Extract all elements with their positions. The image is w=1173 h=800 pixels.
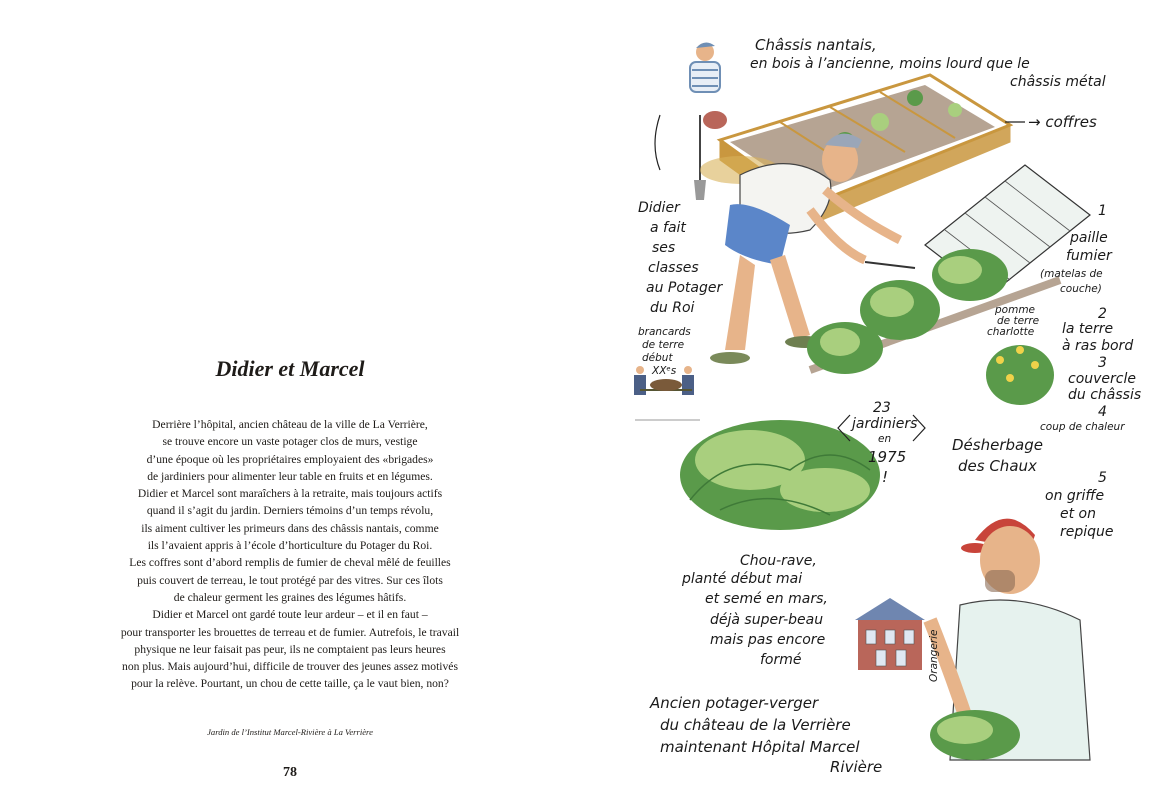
curved-arrow-mark — [655, 115, 660, 170]
garden-illustration — [630, 30, 1160, 790]
step-number: 5 — [1098, 470, 1107, 486]
chassis-note-line1: Châssis nantais, — [755, 36, 877, 54]
didier-note-line: au Potager — [646, 280, 723, 296]
jardiniers-note-line: 1975 — [868, 448, 907, 466]
orangery-drawing — [855, 598, 925, 670]
jardiniers-note-line: ! — [882, 468, 889, 486]
didier-note-line: a fait — [650, 220, 686, 236]
step-line: du châssis — [1068, 387, 1142, 403]
step-line: et on — [1060, 506, 1096, 522]
body-line: ils aiment cultiver les primeurs dans des châssis nantais, comme — [141, 521, 439, 535]
ancien-note-line: Rivière — [830, 758, 883, 776]
step-line: coup de chaleur — [1040, 421, 1125, 433]
ancien-note-line: maintenant Hôpital Marcel — [660, 738, 860, 756]
chassis-note-line3: châssis métal — [1010, 74, 1106, 90]
body-line: non plus. Mais aujourd’hui, difficile de trouver des jeunes assez motivés — [122, 660, 458, 674]
step-line: fumier — [1066, 248, 1112, 264]
steps-list — [1040, 203, 1141, 540]
brancards-note-line: brancards — [638, 326, 691, 338]
cabbage-drawing — [680, 420, 880, 530]
brancards-note-line: début — [642, 352, 673, 364]
chassis-note — [750, 36, 1106, 90]
brancards-note-line: de terre — [642, 339, 685, 351]
step-line: (matelas de — [1040, 268, 1103, 280]
chou-rave-note-line: et semé en mars, — [705, 591, 828, 607]
image-caption: Jardin de l’Institut Marcel-Rivière à La Verrière — [207, 727, 373, 737]
jardiniers-note-line: jardiniers — [852, 416, 918, 432]
left-page — [0, 0, 580, 800]
chou-rave-note-line: planté début mai — [682, 571, 803, 587]
body-line: Didier et Marcel sont maraîchers à la retraite, mais toujours actifs — [137, 487, 443, 501]
body-line: Derrière l’hôpital, ancien château de la ville de La Verrière, — [152, 418, 428, 431]
pomme-note-line: charlotte — [987, 326, 1035, 338]
chou-rave-note-line: formé — [760, 652, 802, 668]
step-line: couche) — [1060, 283, 1102, 295]
chou-rave-note — [681, 553, 828, 668]
step-line: la terre — [1062, 321, 1114, 337]
pomme-note — [987, 304, 1039, 338]
didier-note-line: classes — [648, 260, 699, 276]
orangerie-note: Orangerie — [928, 629, 940, 682]
chou-rave-note-line: Chou-rave, — [740, 553, 817, 569]
didier-note-line: Didier — [638, 200, 680, 216]
body-line: ils l’avaient appris à l’école d’horticulture du Potager du Roi. — [147, 539, 433, 553]
step-line: on griffe — [1045, 488, 1105, 504]
jardiniers-note-line: en — [878, 433, 892, 445]
brancards-note — [638, 326, 691, 377]
step-line: couvercle — [1068, 371, 1136, 387]
chassis-note-line2: en bois à l’ancienne, moins lourd que le — [750, 56, 1030, 72]
body-line: Didier et Marcel ont gardé toute leur ardeur – et il en faut – — [152, 608, 428, 622]
didier-note — [638, 200, 723, 316]
step-number: 4 — [1098, 404, 1107, 420]
step-number: 1 — [1098, 203, 1107, 219]
chou-rave-note-line: déjà super-beau — [710, 612, 824, 628]
step-number: 3 — [1098, 355, 1107, 371]
ancien-note — [649, 694, 882, 776]
ancien-note-line: du château de la Verrière — [660, 716, 851, 734]
step-number: 2 — [1098, 306, 1107, 322]
body-line: de chaleur germent les graines des légumes hâtifs. — [173, 590, 407, 604]
article-body — [80, 416, 500, 693]
step-line: repique — [1060, 524, 1114, 540]
jardiniers-note-line: 23 — [873, 400, 891, 416]
didier-note-line: du Roi — [650, 300, 695, 316]
body-line: puis couvert de terreau, le tout protégé par des vitres. Sur ces îlots — [137, 573, 443, 587]
coffres-note: → coffres — [1028, 113, 1097, 131]
article-title: Didier et Marcel — [215, 356, 365, 381]
body-line: de jardiniers pour alimenter leur table en fruits et en légumes. — [147, 469, 433, 483]
body-line: quand il s’agit du jardin. Derniers témoins d’un temps révolu, — [146, 504, 434, 518]
pomme-note-line: de terre — [997, 315, 1040, 327]
desherbage-note-line: des Chaux — [958, 457, 1037, 475]
gardener-marcel-drawing — [930, 519, 1090, 760]
ancien-note-line: Ancien potager-verger — [650, 694, 819, 712]
body-line: pour transporter les brouettes de terreau et de fumier. Autrefois, le travail — [120, 625, 460, 639]
page-number: 78 — [283, 765, 297, 780]
pomme-note-line: pomme — [995, 304, 1036, 316]
body-line: d’une époque où les propriétaires employaient des «brigades» — [146, 452, 434, 466]
chou-rave-note-line: mais pas encore — [710, 632, 826, 648]
step-line: à ras bord — [1062, 338, 1134, 354]
desherbage-note-line: Désherbage — [952, 436, 1043, 454]
body-line: physique ne leur faisait pas peur, ils ne comptaient pas leurs heures — [134, 642, 446, 656]
body-line: Les coffres sont d’abord remplis de fumier de cheval mêlé de feuilles — [129, 556, 451, 570]
brancards-note-line: XXᵉs — [652, 365, 677, 377]
step-line: paille — [1070, 230, 1108, 246]
didier-note-line: ses — [652, 240, 676, 256]
illustration-page — [630, 30, 1160, 790]
body-line: pour la relève. Pourtant, un chou de cette taille, ça le vaut bien, non? — [131, 677, 449, 691]
body-line: se trouve encore un vaste potager clos de murs, vestige — [162, 435, 418, 449]
desherbage-note — [952, 436, 1043, 475]
